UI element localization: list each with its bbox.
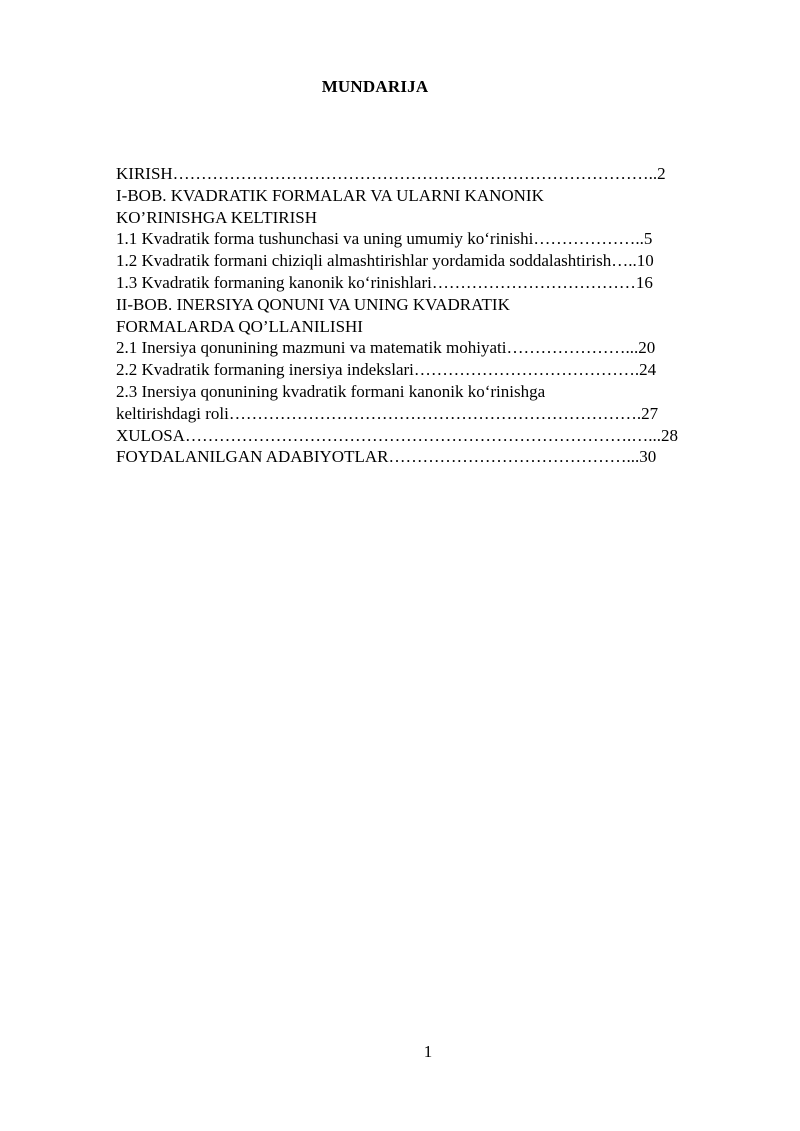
page-number: 1 [423, 1042, 433, 1061]
table-of-contents [116, 163, 716, 468]
toc-entry-foydalanilgan-adabiyotlar: FOYDALANILGAN ADABIYOTLAR……………………………………...30 [116, 447, 657, 467]
toc-entry-1-3: 1.3 Kvadratik formaning kanonik ko‘rinishlari………………………………16 [116, 272, 653, 292]
toc-entry-1-2: 1.2 Kvadratik formani chiziqli almashtirishlar yordamida soddalashtirish…..10 [116, 251, 654, 271]
toc-entry-2-1: 2.1 Inersiya qonunining mazmuni va matematik mohiyati…………………...20 [116, 338, 656, 358]
toc-chapter-2-title-line-1: II-BOB. INERSIYA QONUNI VA UNING KVADRATIK [116, 294, 510, 314]
toc-chapter-1-title-line-2: KO’RINISHGA KELTIRISH [116, 207, 318, 227]
toc-entry-kirish: KIRISH…………………………………………………………………………..2 [116, 164, 666, 183]
toc-entry-1-1: 1.1 Kvadratik forma tushunchasi va uning umumiy ko‘rinishi………………..5 [116, 229, 653, 249]
toc-entry-2-2: 2.2 Kvadratik formaning inersiya indekslari………………………………….24 [116, 360, 657, 380]
toc-chapter-1-title-line-1: I-BOB. KVADRATIK FORMALAR VA ULARNI KANONIK [116, 185, 544, 205]
page-title: MUNDARIJA [321, 77, 429, 96]
toc-entry-2-3-line-2: keltirishdagi roli……………………………………………………………….27 [116, 403, 659, 423]
toc-entry-xulosa: XULOSA…………………………………………………………………….…...28 [116, 425, 678, 445]
toc-entry-2-3-line-1: 2.3 Inersiya qonunining kvadratik formani kanonik ko‘rinishga [116, 381, 546, 401]
toc-chapter-2-title-line-2: FORMALARDA QO’LLANILISHI [116, 316, 363, 336]
